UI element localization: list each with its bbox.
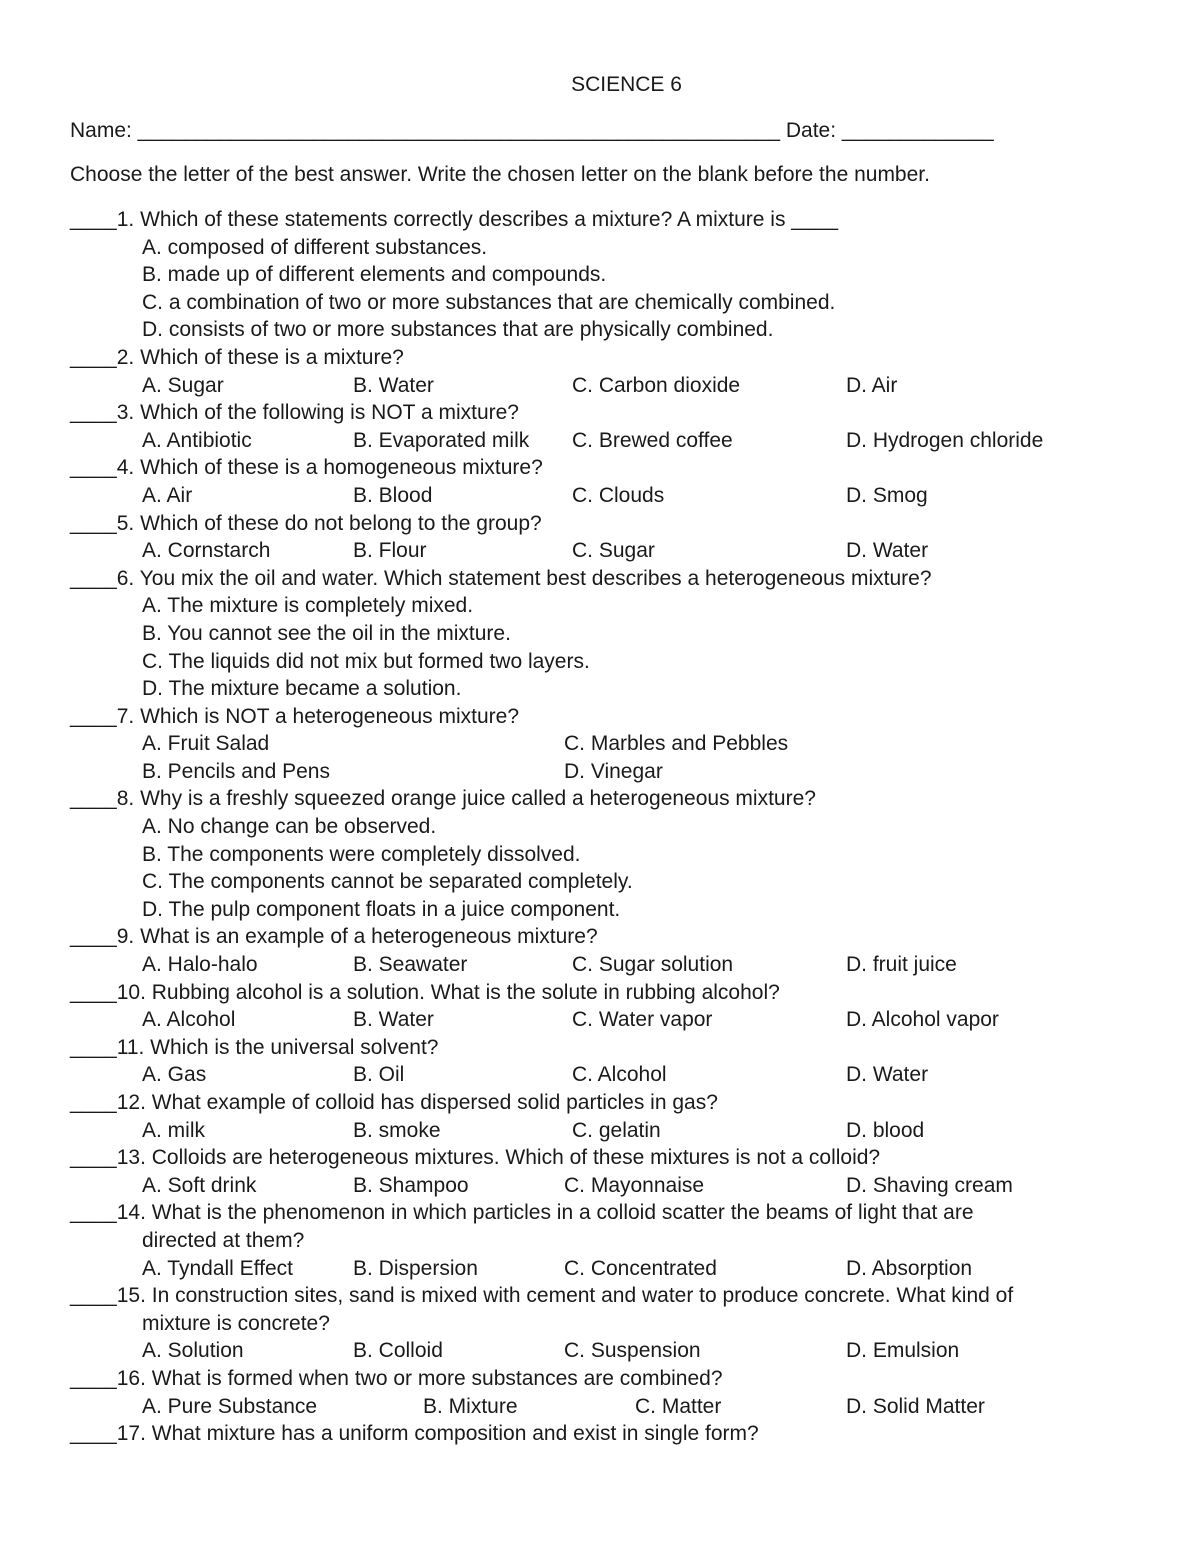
question-12-option-a: A. milk — [142, 1118, 205, 1142]
name-date-line — [70, 117, 1130, 145]
question-2[interactable]: ____2. Which of these is a mixture? — [70, 345, 404, 369]
question-12-option-d: D. blood — [846, 1118, 925, 1142]
question-17[interactable]: ____17. What mixture has a uniform composition and exist in single form? — [70, 1422, 759, 1446]
question-5-option-d: D. Water — [846, 539, 929, 563]
question-5-option-c: C. Sugar — [572, 539, 655, 563]
question-16-option-b: B. Mixture — [423, 1394, 518, 1418]
name-field-label[interactable]: Name: _______________________________________________________ — [70, 119, 781, 142]
question-16-option-a: A. Pure Substance — [142, 1394, 318, 1418]
question-10[interactable]: ____10. Rubbing alcohol is a solution. What is the solute in rubbing alcohol? — [70, 980, 780, 1004]
question-14-continuation: directed at them? — [142, 1228, 305, 1252]
question-15-options — [70, 1337, 1150, 1365]
question-16-option-c: C. Matter — [635, 1394, 722, 1418]
question-8[interactable]: ____8. Why is a freshly squeezed orange juice called a heterogeneous mixture? — [70, 787, 816, 811]
question-9-options — [70, 951, 1150, 979]
question-7-option-c: C. Marbles and Pebbles — [564, 732, 789, 756]
question-6-option-d: D. The mixture became a solution. — [142, 677, 462, 701]
question-2-option-d: D. Air — [846, 373, 898, 397]
question-15-continuation: mixture is concrete? — [142, 1311, 330, 1335]
question-14[interactable]: ____14. What is the phenomenon in which particles in a colloid scatter the beams of light that are — [70, 1201, 974, 1225]
question-4-option-b: B. Blood — [353, 483, 433, 507]
date-field-label[interactable]: Date: _____________ — [780, 119, 994, 142]
question-5-option-b: B. Flour — [353, 539, 427, 563]
question-4-option-d: D. Smog — [846, 483, 928, 507]
question-7[interactable]: ____7. Which is NOT a heterogeneous mixture? — [70, 704, 520, 728]
question-2-options — [70, 372, 1150, 400]
question-7-option-b: B. Pencils and Pens — [142, 759, 330, 783]
question-4-options — [70, 482, 1150, 510]
question-2-option-a: A. Sugar — [142, 373, 224, 397]
question-13-option-a: A. Soft drink — [142, 1173, 257, 1197]
question-11[interactable]: ____11. Which is the universal solvent? — [70, 1035, 439, 1059]
question-7-options-row-2 — [70, 758, 1150, 786]
question-8-option-a: A. No change can be observed. — [142, 815, 437, 839]
question-6-option-a: A. The mixture is completely mixed. — [142, 594, 474, 618]
question-4-option-c: C. Clouds — [572, 483, 665, 507]
question-15-option-a: A. Solution — [142, 1339, 244, 1363]
question-13-option-b: B. Shampoo — [353, 1173, 469, 1197]
page-title: SCIENCE 6 — [571, 73, 682, 96]
question-10-option-c: C. Water vapor — [572, 1008, 713, 1032]
question-7-option-d: D. Vinegar — [564, 759, 663, 783]
question-9-option-a: A. Halo-halo — [142, 953, 258, 977]
question-15-option-c: C. Suspension — [564, 1339, 701, 1363]
question-14-option-c: C. Concentrated — [564, 1256, 717, 1280]
question-11-option-d: D. Water — [846, 1063, 929, 1087]
question-3-option-d: D. Hydrogen chloride — [846, 428, 1044, 452]
question-9[interactable]: ____9. What is an example of a heterogeneous mixture? — [70, 925, 598, 949]
question-13-option-d: D. Shaving cream — [846, 1173, 1013, 1197]
question-2-option-c: C. Carbon dioxide — [572, 373, 741, 397]
question-3[interactable]: ____3. Which of the following is NOT a mixture? — [70, 401, 519, 425]
question-8-option-d: D. The pulp component floats in a juice component. — [142, 897, 621, 921]
question-3-option-a: A. Antibiotic — [142, 428, 252, 452]
question-13-option-c: C. Mayonnaise — [564, 1173, 705, 1197]
question-11-option-a: A. Gas — [142, 1063, 207, 1087]
question-4-option-a: A. Air — [142, 483, 193, 507]
question-12[interactable]: ____12. What example of colloid has dispersed solid particles in gas? — [70, 1091, 718, 1114]
question-15[interactable]: ____15. In construction sites, sand is mixed with cement and water to produce concrete. What kind of — [70, 1284, 1014, 1308]
question-16-option-d: D. Solid Matter — [846, 1394, 985, 1418]
question-7-options-row-1 — [70, 730, 1150, 758]
question-10-options — [70, 1006, 1150, 1034]
instructions: Choose the letter of the best answer. Write the chosen letter on the blank before the number. — [70, 163, 930, 186]
question-14-option-d: D. Absorption — [846, 1256, 973, 1280]
question-11-options — [70, 1061, 1150, 1089]
question-16-options — [70, 1393, 1150, 1421]
question-13-options — [70, 1172, 1150, 1200]
question-list — [70, 206, 1150, 1448]
question-14-option-a: A. Tyndall Effect — [142, 1256, 293, 1280]
question-12-option-c: C. gelatin — [572, 1118, 661, 1142]
question-8-option-b: B. The components were completely dissolved. — [142, 842, 581, 866]
question-15-option-b: B. Colloid — [353, 1339, 443, 1363]
question-5-options — [70, 537, 1150, 565]
question-14-options — [70, 1255, 1150, 1283]
question-6[interactable]: ____6. You mix the oil and water. Which statement best describes a heterogeneous mixture? — [70, 566, 932, 590]
question-5-option-a: A. Cornstarch — [142, 539, 271, 563]
question-1-option-c: C. a combination of two or more substances that are chemically combined. — [142, 290, 836, 314]
question-6-option-c: C. The liquids did not mix but formed two layers. — [142, 649, 590, 673]
question-4[interactable]: ____4. Which of these is a homogeneous mixture? — [70, 456, 543, 480]
question-8-option-c: C. The components cannot be separated completely. — [142, 870, 633, 894]
question-10-option-d: D. Alcohol vapor — [846, 1008, 999, 1032]
question-3-options — [70, 427, 1150, 455]
question-10-option-a: A. Alcohol — [142, 1008, 236, 1032]
question-11-option-c: C. Alcohol — [572, 1063, 667, 1087]
question-12-option-b: B. smoke — [353, 1118, 441, 1142]
question-12-options — [70, 1117, 1150, 1145]
question-1-option-a: A. composed of different substances. — [142, 235, 488, 259]
question-5[interactable]: ____5. Which of these do not belong to the group? — [70, 511, 542, 535]
question-3-option-c: C. Brewed coffee — [572, 428, 733, 452]
question-1[interactable]: ____1. Which of these statements correctly describes a mixture? A mixture is ____ — [70, 208, 839, 231]
question-6-option-b: B. You cannot see the oil in the mixture. — [142, 621, 511, 645]
question-9-option-c: C. Sugar solution — [572, 953, 734, 977]
question-1-option-d: D. consists of two or more substances that are physically combined. — [142, 318, 774, 342]
question-3-option-b: B. Evaporated milk — [353, 428, 530, 452]
question-9-option-b: B. Seawater — [353, 953, 468, 977]
question-7-option-a: A. Fruit Salad — [142, 732, 270, 756]
question-16[interactable]: ____16. What is formed when two or more substances are combined? — [70, 1366, 723, 1390]
question-11-option-b: B. Oil — [353, 1063, 405, 1087]
question-13[interactable]: ____13. Colloids are heterogeneous mixtures. Which of these mixtures is not a colloid? — [70, 1146, 881, 1170]
question-14-option-b: B. Dispersion — [353, 1256, 478, 1280]
question-15-option-d: D. Emulsion — [846, 1339, 960, 1363]
question-2-option-b: B. Water — [353, 373, 434, 397]
question-1-option-b: B. made up of different elements and compounds. — [142, 263, 607, 287]
question-10-option-b: B. Water — [353, 1008, 434, 1032]
question-9-option-d: D. fruit juice — [846, 953, 957, 977]
